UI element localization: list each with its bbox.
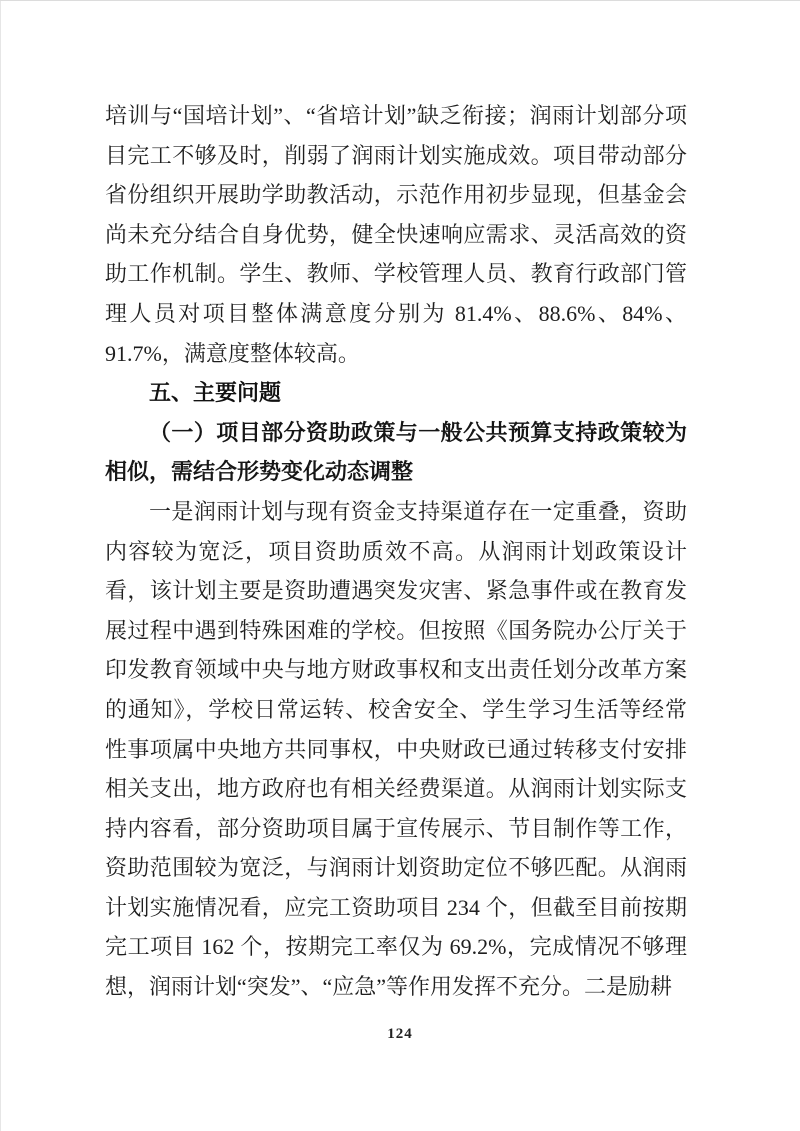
subsection-heading: （一）项目部分资助政策与一般公共预算支持政策较为相似，需结合形势变化动态调整 bbox=[105, 419, 687, 485]
paragraph-body: 一是润雨计划与现有资金支持渠道存在一定重叠，资助内容较为宽泛，项目资助质效不高。从润雨计划政策设计看，该计划主要是资助遭遇突发灾害、紧急事件或在教育发展过程中遇到特殊困难的学校。但按照《国务院办公厅关于印发教育领域中央与地方财政事权和支出责任划分改革方案的通知》，学校日常运转、校舍安全、学生学习生活等经常性事项属中央地方共同事权，中央财政已通过转移支付安排相关支出，地方政府也有相关经费渠道。从润雨计划实际支持内容看，部分资助项目属于宣传展示、节目制作等工作，资助范围较为宽泛，与润雨计划资助定位不够匹配。从润雨计划实施情况看，应完工资助项目 234 个，但截至目前按期完工项目 162 个，按期完工率仅为 69.2%，完成情况不够理想，润雨计划“突发”、“应急”等作用发挥不充分。二是励耕 bbox=[105, 498, 687, 1000]
section-heading: 五、主要问题 bbox=[149, 380, 282, 406]
page-number: 124 bbox=[387, 1026, 413, 1042]
document-body bbox=[105, 96, 687, 1007]
paragraph-continuation: 培训与“国培计划”、“省培计划”缺乏衔接；润雨计划部分项目完工不够及时，削弱了润雨计划实施成效。项目带动部分省份组织开展助学助教活动，示范作用初步显现，但基金会尚未充分结合自身优势，健全快速响应需求、灵活高效的资助工作机制。学生、教师、学校管理人员、教育行政部门管理人员对项目整体满意度分别为 81.4%、88.6%、84%、91.7%，满意度整体较高。 bbox=[105, 103, 687, 366]
